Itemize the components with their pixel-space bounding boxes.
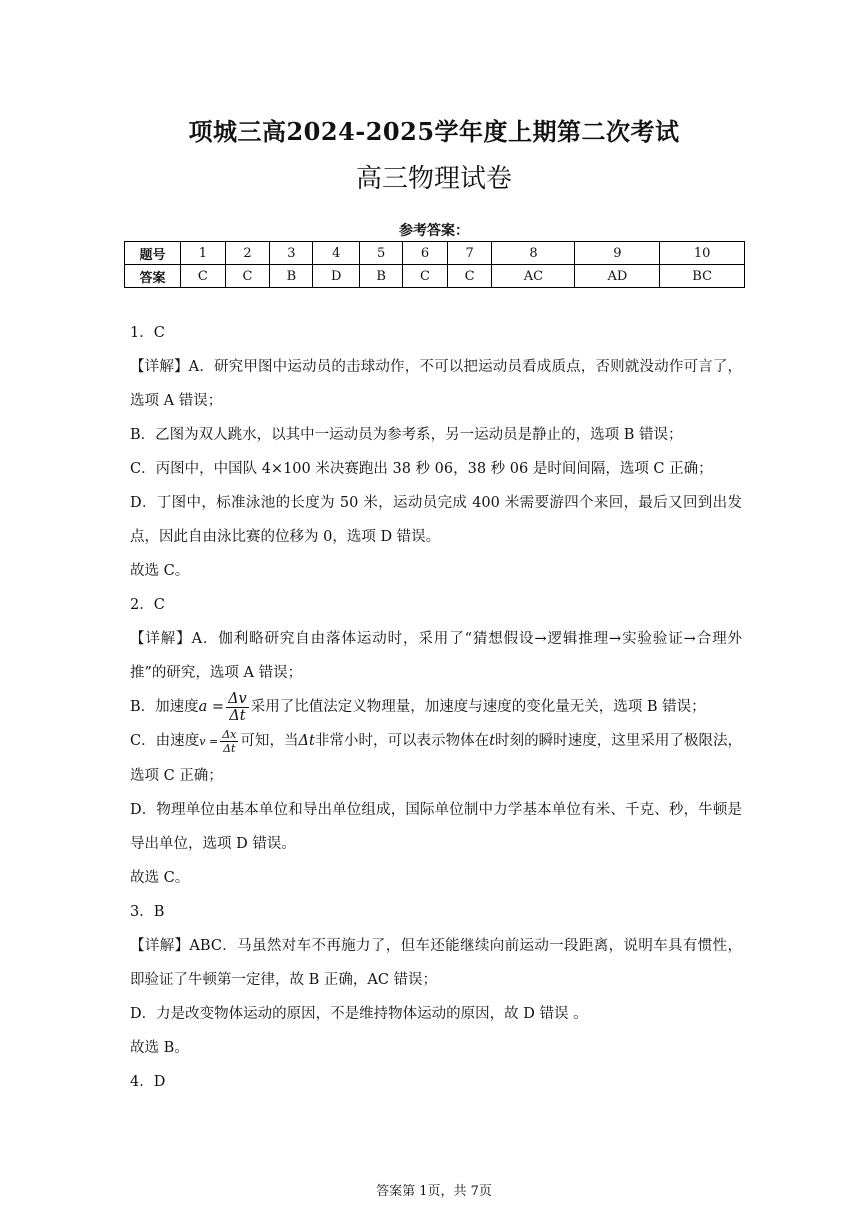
q2-c-part1: 可知，当 xyxy=(240,733,299,749)
question-number: 3 xyxy=(270,242,313,265)
q1-detail-c: C．丙图中，中国队 4×100 米决赛跑出 38 秒 06，38 秒 06 是时间间隔，选项 C 正确； xyxy=(130,461,713,477)
q3-detail-d: D．力是改变物体运动的原因，不是维持物体运动的原因，故 D 错误 。 xyxy=(130,1006,588,1022)
velocity-formula-lhs: v = xyxy=(199,735,219,748)
answer-table-number-row xyxy=(125,242,745,265)
question-3-answer: 3．B xyxy=(130,904,165,920)
solutions-body xyxy=(130,316,742,1099)
accel-fraction-denominator: Δt xyxy=(229,707,246,724)
q1-conclusion: 故选 C。 xyxy=(130,563,190,579)
question-number: 10 xyxy=(660,242,745,265)
question-number: 2 xyxy=(225,242,270,265)
velocity-fraction-numerator: Δx xyxy=(222,727,237,741)
answer-letter: BC xyxy=(660,265,745,288)
question-number: 4 xyxy=(313,242,360,265)
question-1-answer: 1．C xyxy=(130,325,165,341)
q2-detail-a: 【详解】A．伽利略研究自由落体运动时，采用了“猜想假设→逻辑推理→实验验证→合理外推”的研究，选项 A 错误； xyxy=(130,631,742,681)
velocity-fraction xyxy=(220,728,238,755)
answer-letter: AC xyxy=(492,265,575,288)
q2-detail-b xyxy=(130,690,742,724)
question-number: 8 xyxy=(492,242,575,265)
q2-conclusion: 故选 C。 xyxy=(130,870,190,886)
answer-caption: 参考答案： xyxy=(399,223,469,239)
question-4-answer: 4．D xyxy=(130,1074,166,1090)
answer-letter: C xyxy=(403,265,448,288)
delta-t-symbol: Δt xyxy=(298,733,315,749)
t-symbol: t xyxy=(489,733,496,749)
velocity-fraction-denominator: Δt xyxy=(223,741,236,755)
q2-detail-c xyxy=(130,724,742,793)
question-number: 6 xyxy=(403,242,448,265)
q1-detail-b: B．乙图为双人跳水，以其中一运动员为参考系，另一运动员是静止的，选项 B 错误； xyxy=(130,427,683,443)
question-2-answer: 2．C xyxy=(130,597,165,613)
answer-table xyxy=(124,241,745,288)
accel-fraction xyxy=(226,691,249,724)
q3-detail-abc: 【详解】ABC．马虽然对车不再施力了，但车还能继续向前运动一段距离，说明车具有惯性，即验证了牛顿第一定律，故 B 正确，AC 错误； xyxy=(130,938,742,988)
subject-title: 高三物理试卷 xyxy=(355,164,512,194)
answer-letter: C xyxy=(225,265,270,288)
page-footer: 答案第 1页，共 7页 xyxy=(376,1184,492,1199)
q2-b-prefix: B．加速度 xyxy=(130,699,199,715)
question-number: 1 xyxy=(181,242,226,265)
q2-b-suffix: 采用了比值法定义物理量，加速度与速度的变化量无关，选项 B 错误； xyxy=(250,699,706,715)
q2-detail-d: D．物理单位由基本单位和导出单位组成，国际单位制中力学基本单位有米、千克、秒，牛顿是导出单位，选项 D 错误。 xyxy=(130,802,742,852)
q2-c-part2: 非常小时，可以表示物体在 xyxy=(314,733,490,749)
q3-conclusion: 故选 B。 xyxy=(130,1040,189,1056)
q2-c-part3: 时刻的瞬时速度，这里采用了极限法，选项 C 正确； xyxy=(130,733,743,784)
question-number: 7 xyxy=(447,242,492,265)
answer-letter: AD xyxy=(575,265,660,288)
row-label-question: 题号 xyxy=(125,242,181,265)
answer-letter: C xyxy=(447,265,492,288)
question-number: 5 xyxy=(360,242,403,265)
answer-letter: D xyxy=(313,265,360,288)
accel-formula-lhs: a = xyxy=(198,699,225,715)
answer-table-answer-row xyxy=(125,265,745,288)
q1-detail-a: 【详解】A．研究甲图中运动员的击球动作，不可以把运动员看成质点，否则就没动作可言了，选项 A 错误； xyxy=(130,359,742,409)
exam-title: 项城三高2024-2025学年度上期第二次考试 xyxy=(188,117,680,146)
q1-detail-d: D．丁图中，标准泳池的长度为 50 米，运动员完成 400 米需要游四个来回，最后又回到出发点，因此自由泳比赛的位移为 0，选项 D 错误。 xyxy=(130,495,742,545)
answer-letter: B xyxy=(360,265,403,288)
accel-fraction-numerator: Δv xyxy=(228,690,247,707)
question-number: 9 xyxy=(575,242,660,265)
answer-letter: C xyxy=(181,265,226,288)
row-label-answer: 答案 xyxy=(125,265,181,288)
q2-c-prefix: C．由速度 xyxy=(130,733,200,749)
answer-letter: B xyxy=(270,265,313,288)
